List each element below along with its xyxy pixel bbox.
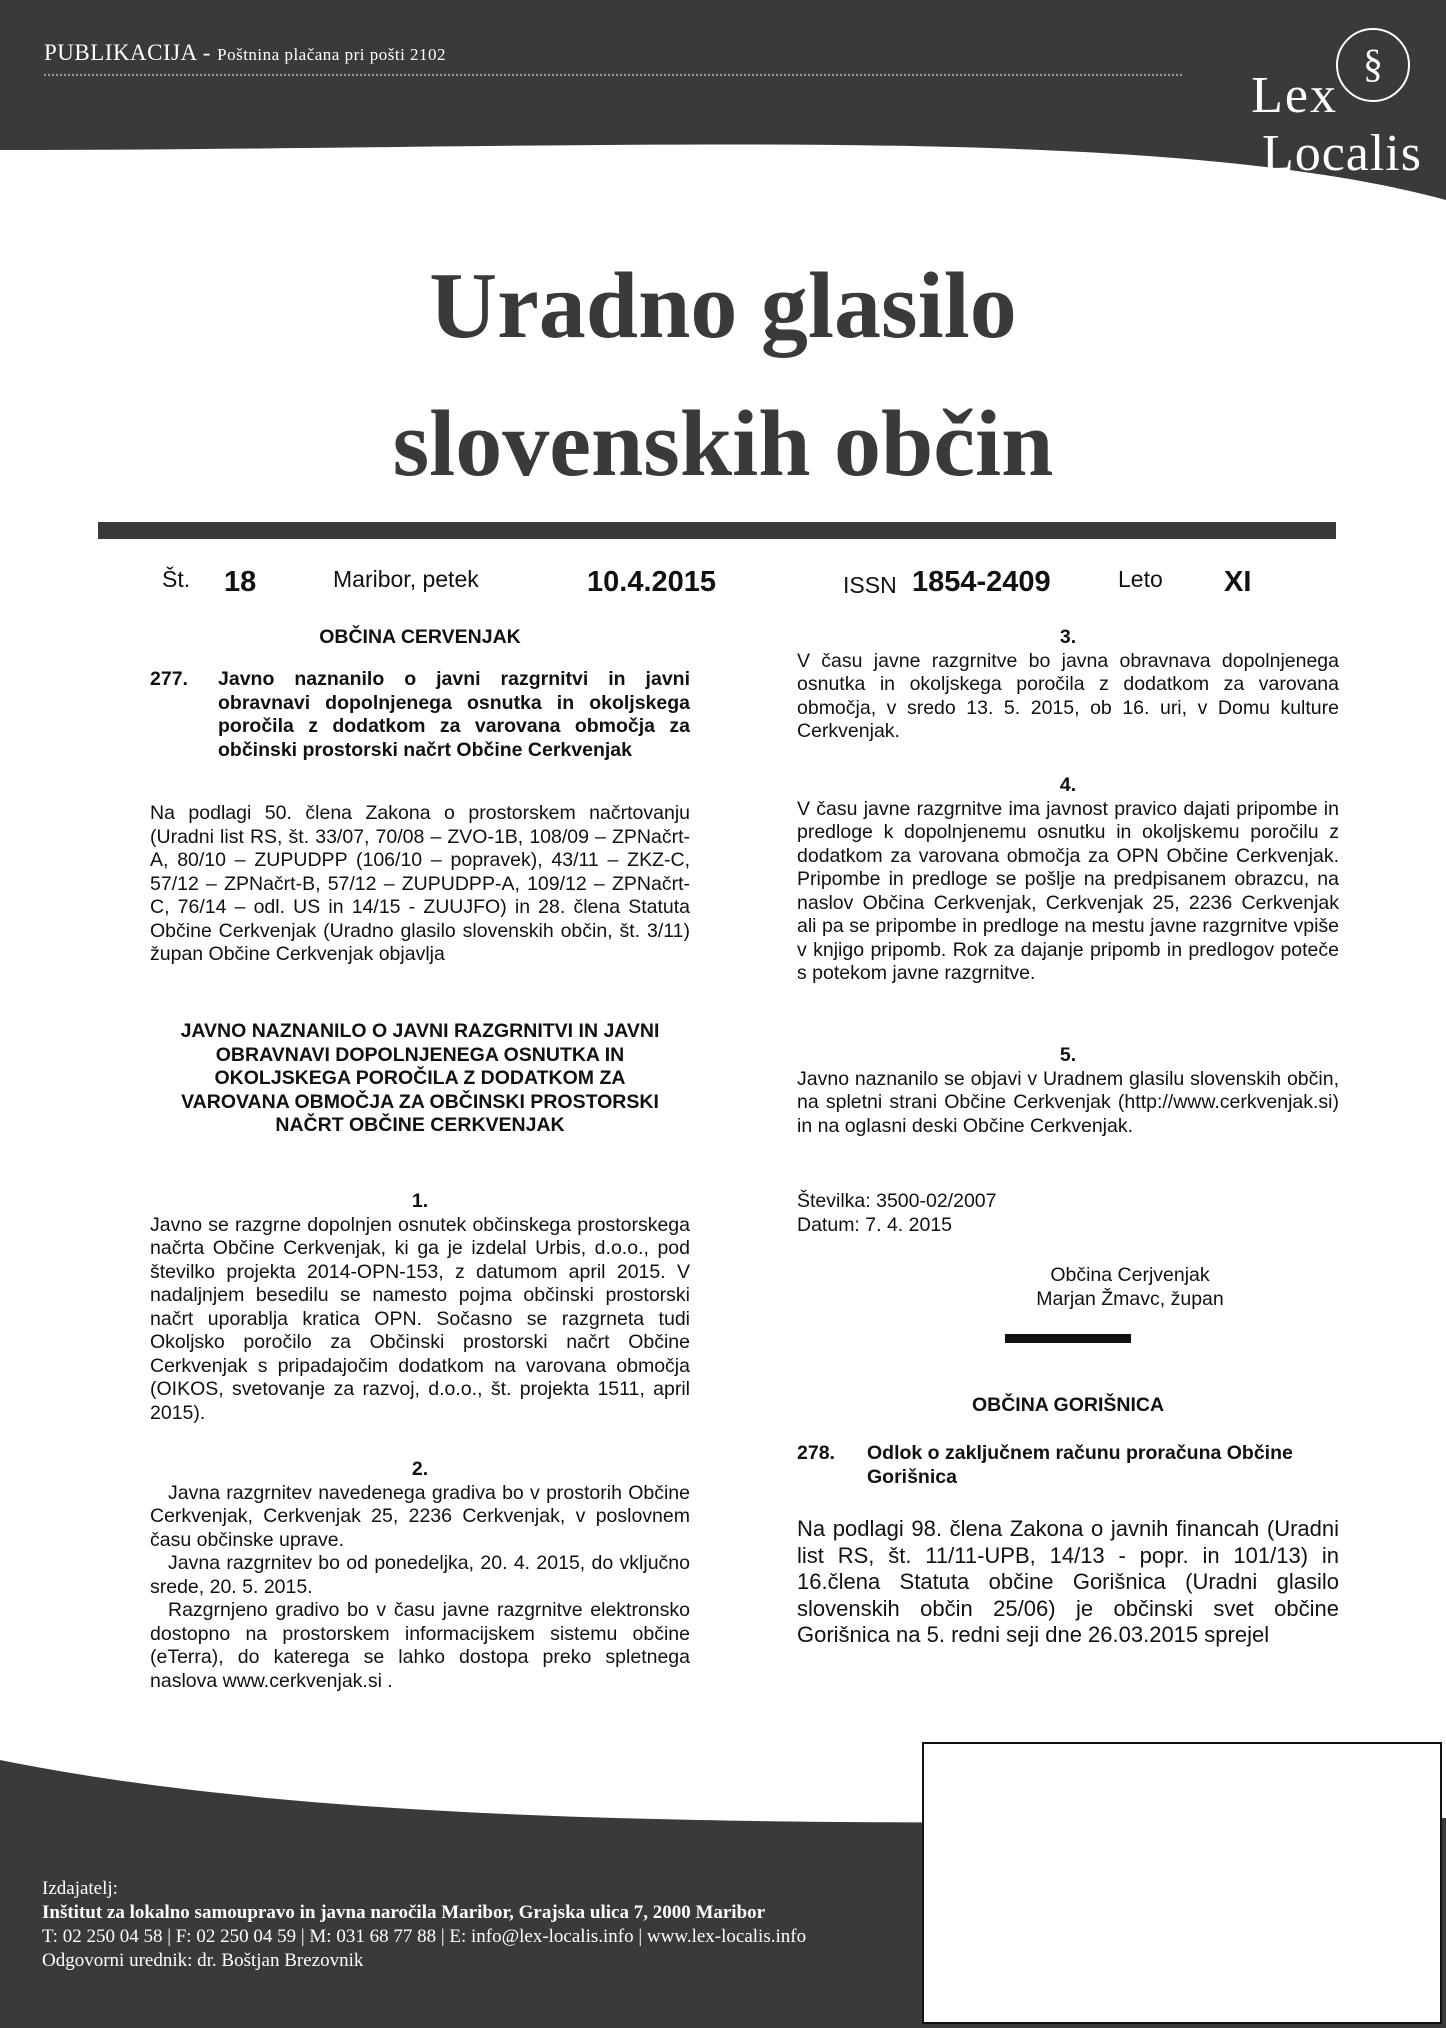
section-separator xyxy=(1005,1334,1131,1343)
article-277-heading xyxy=(150,668,690,778)
notice-heading-block xyxy=(150,1020,690,1138)
publisher-label: Izdajatelj: xyxy=(42,1878,118,1899)
publisher-name: Inštitut za lokalno samoupravo in javna naročila Maribor, Grajska ulica 7, 2000 Maribor xyxy=(42,1902,766,1923)
issn-number: 1854-2409 xyxy=(912,566,1051,598)
header-background xyxy=(0,0,1446,200)
year-value: XI xyxy=(1224,566,1252,598)
municipality-cervenjak: OBČINA CERVENJAK xyxy=(319,626,521,648)
section-5 xyxy=(797,1044,1339,1138)
header-band xyxy=(0,0,1446,200)
year-label: Leto xyxy=(1118,566,1163,592)
article-278-title: Odlok o zaključnem računu proračuna Občine Gorišnica xyxy=(867,1442,1293,1488)
section-1-number: 1. xyxy=(411,1190,429,1212)
issue-date: 10.4.2015 xyxy=(587,566,717,598)
document-date: Datum: 7. 4. 2015 xyxy=(797,1213,953,1236)
issue-number: 18 xyxy=(224,566,257,598)
document-reference xyxy=(797,1190,1339,1237)
municipality-gorisnica: OBČINA GORIŠNICA xyxy=(971,1394,1165,1416)
section-4-number: 4. xyxy=(1059,774,1077,796)
section-3 xyxy=(797,626,1339,744)
section-2 xyxy=(150,1458,690,1693)
issue-number-label: Št. xyxy=(162,566,191,592)
intro-paragraph: Na podlagi 50. člena Zakona o prostorskem načrtovanju (Uradni list RS, št. 33/07, 70/08 – ZVO-1B, 108/09 – ZPNačrt-A, 80/10 – ZUPUDPP (106/10 – popravek), 43/11 – ZKZ-C, 57/12 – ZPNačrt-B, 57/12 – ZUPUDPP-A, 109/12 – ZPNačrt-C, 76/14 – odl. US in 14/15 - ZUUJFO) in 28. člena Statuta Občine Cerkvenjak (Uradno glasilo slovenskih občin, št. 3/11) župan Občine Cerkvenjak objavlja xyxy=(150,802,690,965)
document-number: Številka: 3500-02/2007 xyxy=(797,1190,997,1212)
section-2-paragraph-1: Javna razgrnitev navedenega gradiva bo v prostorih Občine Cerkvenjak, Cerkvenjak 25, 2236 Cerkvenjak, v poslovnem času občinske uprave. xyxy=(150,1481,690,1551)
section-5-number: 5. xyxy=(1059,1044,1077,1066)
section-5-text: Javno naznanilo se objavi v Uradnem glasilu slovenskih občin, na spletni strani Občine Cerkvenjak (http://www.cerkvenjak.si) in na oglasni deski Občine Cerkvenjak. xyxy=(797,1067,1339,1137)
article-277-title: Javno naznanilo o javni razgrnitvi in javni obravnavi dopolnjenega osnutka in okoljskega poročila z dodatkom za varovana območja za občinski prostorski načrt Občine Cerkvenjak xyxy=(218,668,690,761)
responsible-editor: Odgovorni urednik: dr. Boštjan Brezovnik xyxy=(42,1950,364,1971)
publication-dash: - xyxy=(202,40,211,65)
section-2-paragraph-2: Javna razgrnitev bo od ponedeljka, 20. 4. 2015, do vključno srede, 20. 5. 2015. xyxy=(150,1552,690,1598)
section-1 xyxy=(150,1190,690,1425)
section-2-paragraph-3: Razgrnjeno gradivo bo v času javne razgrnitve elektronsko dostopno na prostorskem informacijskem sistemu občine (eTerra), do katerega se lahko dostopa preko spletnega naslova www.cerkvenjak.si . xyxy=(150,1599,690,1692)
article-278-number: 278. xyxy=(797,1442,835,1464)
article-278-intro xyxy=(797,1516,1339,1649)
section-3-text: V času javne razgrnitve bo javna obravnava dopolnjenega osnutka in okoljskega poročila z dodatkom za varovana območja, v sredo 13. 5. 2015, ob 16. uri, v Domu kulture Cerkvenjak. xyxy=(797,649,1339,742)
logo-localis: Localis xyxy=(1261,125,1422,182)
masthead-rule xyxy=(98,522,1336,539)
left-municipality-heading xyxy=(150,626,690,650)
section-2-number: 2. xyxy=(411,1458,429,1480)
postage-note: Poštnina plačana pri pošti 2102 xyxy=(217,45,447,64)
masthead-title-line2: slovenskih občin xyxy=(392,392,1054,496)
masthead-title-line1: Uradno glasilo xyxy=(429,254,1017,358)
section-1-text: Javno se razgrne dopolnjen osnutek občinskega prostorskega načrta Občine Cerkvenjak, ki ga je izdelal Urbis, d.o.o., pod številko projekta 2014-OPN-153, z datumom april 2015. V nadaljnjem besedilu se namesto pojma občinski prostorski načrt uporablja kratica OPN. Sočasno se razgrneta tudi Okoljsko poročilo za Občinski prostorski načrt Občine Cerkvenjak s pripadajočim dodatkom na varovana območja (OIKOS, svetovanje za razvoj, d.o.o., št. projekta 1511, april 2015). xyxy=(150,1213,690,1424)
article-277-number: 277. xyxy=(150,668,188,690)
signature-block xyxy=(930,1264,1330,1311)
publication-label: PUBLIKACIJA xyxy=(44,40,197,65)
logo-lex: Lex xyxy=(1251,67,1338,124)
paragraph-icon: § xyxy=(1336,28,1410,102)
section-4 xyxy=(797,774,1339,986)
section-3-number: 3. xyxy=(1059,626,1077,648)
issue-place-day: Maribor, petek xyxy=(333,566,479,592)
address-label-box xyxy=(922,1742,1442,2024)
article-277-intro xyxy=(150,802,690,967)
dotted-divider xyxy=(44,74,1182,76)
article-278-intro-text: Na podlagi 98. člena Zakona o javnih financah (Uradni list RS, št. 11/11-UPB, 14/13 - popr. in 101/13) in 16.člena Statuta občine Gorišnica (Uradni glasilo slovenskih občin 25/06) je občinski svet občine Gorišnica na 5. redni seji dne 26.03.2015 sprejel xyxy=(797,1516,1339,1647)
article-278-heading xyxy=(797,1442,1339,1494)
signer-name: Marjan Žmavc, župan xyxy=(1036,1287,1224,1310)
issn-label: ISSN xyxy=(843,572,897,598)
publication-line xyxy=(44,40,446,66)
notice-heading: JAVNO NAZNANILO O JAVNI RAZGRNITVI IN JAVNI OBRAVNAVI DOPOLNJENEGA OSNUTKA IN OKOLJSKEGA POROČILA Z DODATKOM ZA VAROVANA OBMOČJA ZA OBČINSKI PROSTORSKI NAČRT OBČINE CERKVENJAK xyxy=(180,1020,660,1136)
section-4-text: V času javne razgrnitve ima javnost pravico dajati pripombe in predloge k dopolnjenemu osnutku in okoljskemu poročilu z dodatkom za varovana območja za OPN Občine Cerkvenjak. Pripombe in predloge se pošlje na predpisanem obrazcu, na naslov Občina Cerkvenjak, Cerkvenjak 25, 2236 Cerkvenjak ali pa se pripombe in predloge na mestu javne razgrnitve vpiše v knjigo pripomb. Rok za dajanje pripomb in predlogov poteče s potekom javne razgrnitve. xyxy=(797,797,1339,984)
publisher-contacts: T: 02 250 04 58 | F: 02 250 04 59 | M: 031 68 77 88 | E: info@lex-localis.info | www.lex-localis.info xyxy=(42,1926,807,1947)
signer-organization: Občina Cerjvenjak xyxy=(1050,1264,1210,1286)
right-municipality-heading xyxy=(797,1394,1339,1418)
